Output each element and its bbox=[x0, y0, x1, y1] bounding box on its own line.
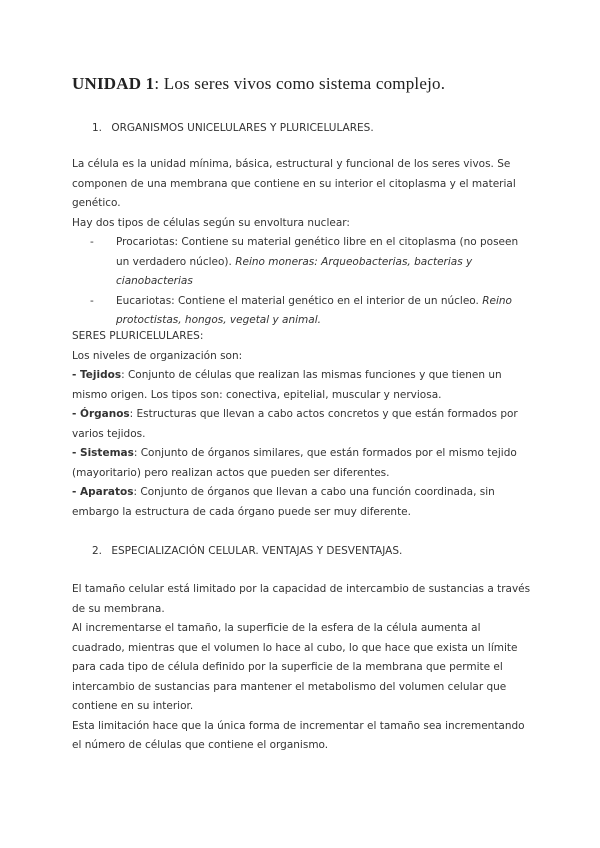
list-item-text: Procariotas: Contiene su material genético libre en el citoplasma (no poseen un verdadero núcleo). bbox=[116, 236, 519, 268]
paragraph: La célula es la unidad mínima, básica, estructural y funcional de los seres vivos. Se componen de una membrana que contiene en su interior el citoplasma y el material genético. bbox=[72, 158, 516, 209]
level-label: - Tejidos bbox=[72, 369, 122, 381]
bullet-dash: - bbox=[90, 236, 94, 248]
section-heading-2 bbox=[92, 545, 402, 557]
list-item-italic: Reino protoctistas, hongos, vegetal y animal. bbox=[116, 294, 512, 326]
list-item bbox=[90, 292, 532, 331]
level-label: - Órganos bbox=[72, 408, 130, 420]
intro-block bbox=[72, 155, 532, 331]
section-number: 2. bbox=[92, 545, 103, 557]
level-item bbox=[72, 444, 532, 483]
pluricellular-block bbox=[72, 327, 532, 522]
section-heading-1 bbox=[92, 122, 374, 134]
level-label: - Aparatos bbox=[72, 486, 134, 498]
section-title: ESPECIALIZACIÓN CELULAR. VENTAJAS Y DESVENTAJAS. bbox=[111, 545, 403, 557]
level-item bbox=[72, 405, 532, 444]
paragraph: Hay dos tipos de células según su envoltura nuclear: bbox=[72, 216, 350, 229]
list-item-text: Eucariotas: Contiene el material genético en el interior de un núcleo. bbox=[116, 294, 483, 307]
unit-title bbox=[72, 74, 445, 94]
level-item bbox=[72, 366, 532, 405]
level-label: - Sistemas bbox=[72, 447, 134, 459]
level-item bbox=[72, 483, 532, 522]
paragraph: Los niveles de organización son: bbox=[72, 349, 243, 362]
level-text: : Conjunto de células que realizan las mismas funciones y que tienen un mismo origen. Los tipos son: conectiva, epitelial, muscular y nerviosa. bbox=[72, 369, 502, 401]
unit-name: : Los seres vivos como sistema complejo. bbox=[154, 74, 446, 93]
paragraph: El tamaño celular está limitado por la capacidad de intercambio de sustancias a través de su membrana. bbox=[72, 583, 531, 615]
level-text: : Conjunto de órganos similares, que están formados por el mismo tejido (mayoritario) pero realizan actos que pueden ser diferentes. bbox=[72, 447, 517, 479]
list-item-italic: Reino moneras: Arqueobacterias, bacterias y cianobacterias bbox=[116, 255, 473, 287]
paragraph: Al incrementarse el tamaño, la superficie de la esfera de la célula aumenta al cuadrado, mientras que el volumen lo hace al cubo, lo que hace que exista un límite para cada tipo de célula definido por la superficie de la membrana que permite el intercambio de sustancias para mantener el metabolismo del volumen celular que contiene en su interior. bbox=[72, 622, 518, 712]
specialization-block bbox=[72, 580, 532, 756]
level-text: : Estructuras que llevan a cabo actos concretos y que están formados por varios tejidos. bbox=[72, 408, 518, 440]
section-number: 1. bbox=[92, 122, 103, 134]
list-item bbox=[90, 233, 532, 292]
cell-types-list bbox=[72, 233, 532, 331]
section-title: ORGANISMOS UNICELULARES Y PLURICELULARES. bbox=[111, 122, 374, 134]
bullet-dash: - bbox=[90, 294, 94, 307]
paragraph: Esta limitación hace que la única forma de incrementar el tamaño sea incrementando el número de células que contiene el organismo. bbox=[72, 719, 525, 751]
subheading: SERES PLURICELULARES: bbox=[72, 330, 204, 342]
level-text: : Conjunto de órganos que llevan a cabo una función coordinada, sin embargo la estructura de cada órgano puede ser muy diferente. bbox=[72, 486, 495, 518]
unit-number: UNIDAD 1 bbox=[72, 74, 155, 93]
